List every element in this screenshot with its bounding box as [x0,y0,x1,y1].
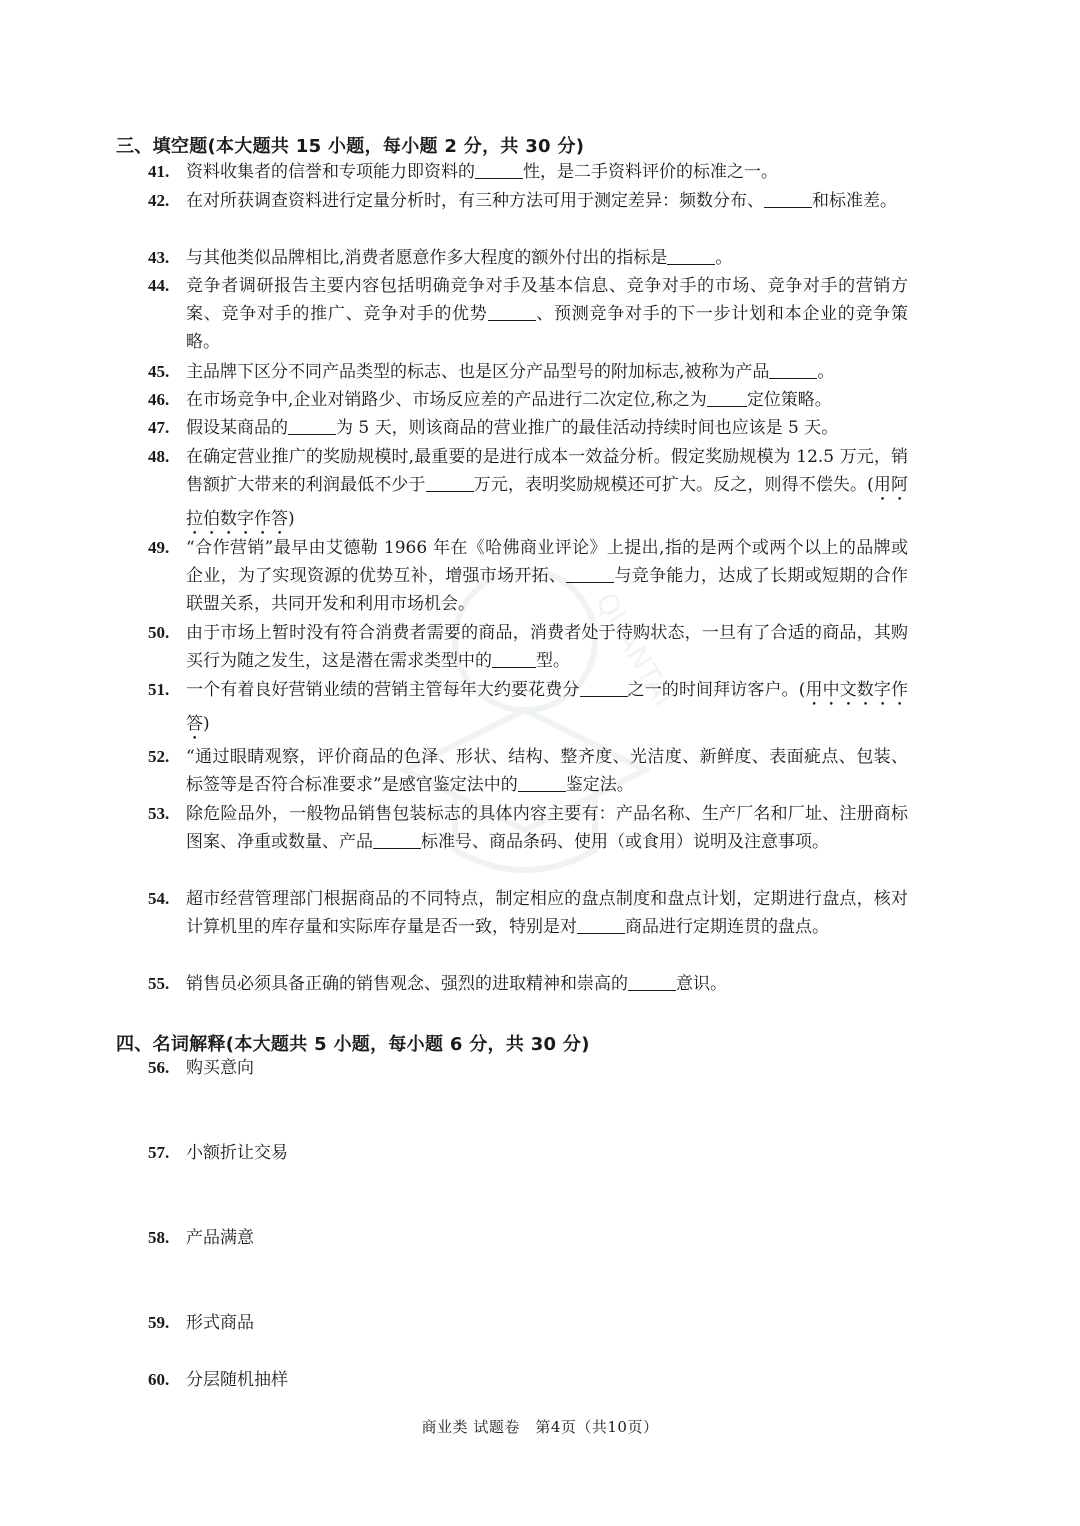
question-number: 42. [148,191,170,210]
answer-blank [288,415,336,435]
question-text: 在市场竞争中,企业对销路少、市场反应差的产品进行二次定位,称之为 定位策略。 [186,386,908,414]
answer-blank [566,563,614,583]
term-56 [148,1054,254,1082]
term-text: 购买意向 [186,1058,254,1078]
page-footer: 商业类 试题卷 第4页（共10页） [421,1418,659,1436]
question-51 [148,676,908,744]
question-text: 销售员必须具备正确的销售观念、强烈的进取精神和崇高的 意识。 [186,970,908,998]
question-text: 假设某商品的 为 5 天，则该商品的营业推广的最佳活动持续时间也应该是 5 天。 [186,414,908,442]
term-text: 小额折让交易 [186,1143,288,1163]
section-4-title: 四、名词解释(本大题共 5 小题，每小题 6 分，共 30 分) [116,1034,590,1055]
question-47 [148,414,908,442]
term-57 [148,1139,288,1167]
answer-blank [707,387,747,407]
term-59 [148,1309,254,1337]
answer-blank [475,159,523,179]
question-44 [148,272,908,356]
term-number: 60. [148,1370,170,1389]
question-number: 55. [148,974,170,993]
question-46 [148,386,908,414]
emphasis-note: 用阿拉伯数字作答 [186,475,908,529]
question-number: 48. [148,447,170,466]
question-text: 主品牌下区分不同产品类型的标志、也是区分产品型号的附加标志,被称为产品 。 [186,358,908,386]
answer-blank [373,829,421,849]
question-number: 44. [148,276,170,295]
term-number: 57. [148,1143,170,1162]
question-number: 51. [148,680,170,699]
emphasis-note: 用中文数字作答 [186,680,909,734]
question-45 [148,358,908,386]
question-text: 超市经营管理部门根据商品的不同特点，制定相应的盘点制度和盘点计划，定期进行盘点，核对计算机里的库存量和实际库存量是否一致，特别是对 商品进行定期连贯的盘点。 [186,889,908,937]
question-50 [148,619,908,675]
question-text: 竞争者调研报告主要内容包括明确竞争对手及基本信息、竞争对手的市场、竞争对手的营销方案、竞争对手的推广、竞争对手的优势 、预测竞争对手的下一步计划和本企业的竞争策略。 [186,276,909,352]
term-number: 59. [148,1313,170,1332]
answer-blank [492,648,536,668]
question-number: 43. [148,248,170,267]
term-number: 58. [148,1228,170,1247]
question-number: 54. [148,889,170,908]
term-text: 形式商品 [186,1313,254,1333]
answer-blank [577,914,625,934]
question-text: “通过眼睛观察，评价商品的色泽、形状、结构、整齐度、光洁度、新鲜度、表面疵点、包装、标签等是否符合标准要求”是感官鉴定法中的 鉴定法。 [186,747,908,795]
answer-blank [580,677,628,697]
question-54 [148,885,908,941]
question-text: 一个有着良好营销业绩的营销主管每年大约要花费分 之一的时间拜访客户。(用中文数字作答) [186,676,908,744]
term-60 [148,1366,288,1394]
question-text: 除危险品外，一般物品销售包装标志的具体内容主要有：产品名称、生产厂名和厂址、注册商标图案、净重或数量、产品 标准号、商品条码、使用（或食用）说明及注意事项。 [186,804,908,852]
question-number: 41. [148,162,170,181]
answer-blank [764,188,812,208]
watermark-text: QUANTAI [588,587,681,712]
question-number: 45. [148,362,170,381]
answer-blank [488,301,536,321]
question-text: 由于市场上暂时没有符合消费者需要的商品，消费者处于待购状态，一旦有了合适的商品，其购买行为随之发生，这是潜在需求类型中的 型。 [186,623,908,671]
question-48 [148,443,908,539]
question-41 [148,158,908,186]
question-number: 50. [148,623,170,642]
answer-blank [628,971,676,991]
answer-blank [518,772,566,792]
question-number: 47. [148,418,170,437]
term-text: 产品满意 [186,1228,254,1248]
term-number: 56. [148,1058,170,1077]
question-number: 46. [148,390,170,409]
term-58 [148,1224,254,1252]
question-52 [148,743,908,799]
question-number: 49. [148,538,170,557]
question-text: 在确定营业推广的奖励规模时,最重要的是进行成本一效益分析。假定奖励规模为 12.5 万元，销售额扩大带来的利润最低不少于 万元，表明奖励规模还可扩大。反之，则得不偿失。(用阿拉伯数字作答) [186,447,908,529]
question-text: 资料收集者的信誉和专项能力即资料的 性，是二手资料评价的标准之一。 [186,158,908,186]
term-text: 分层随机抽样 [186,1370,288,1390]
answer-blank [769,359,817,379]
answer-blank [667,245,715,265]
question-49 [148,534,908,618]
answer-blank [426,472,474,492]
question-text: 在对所获调查资料进行定量分析时，有三种方法可用于测定差异：频数分布、 和标准差。 [186,187,908,215]
question-53 [148,800,908,856]
question-43 [148,244,908,272]
question-number: 52. [148,747,170,766]
question-text: 与其他类似品牌相比,消费者愿意作多大程度的额外付出的指标是 。 [186,244,908,272]
question-text: “合作营销”最早由艾德勒 1966 年在《哈佛商业评论》上提出,指的是两个或两个以上的品牌或企业，为了实现资源的优势互补，增强市场开拓、 与竞争能力，达成了长期或短期的合作联盟关系，共同开发和利用市场机会。 [186,538,909,614]
question-number: 53. [148,804,170,823]
question-42 [148,187,908,215]
question-55 [148,970,908,998]
section-3-title: 三、填空题(本大题共 15 小题，每小题 2 分，共 30 分) [116,136,585,157]
